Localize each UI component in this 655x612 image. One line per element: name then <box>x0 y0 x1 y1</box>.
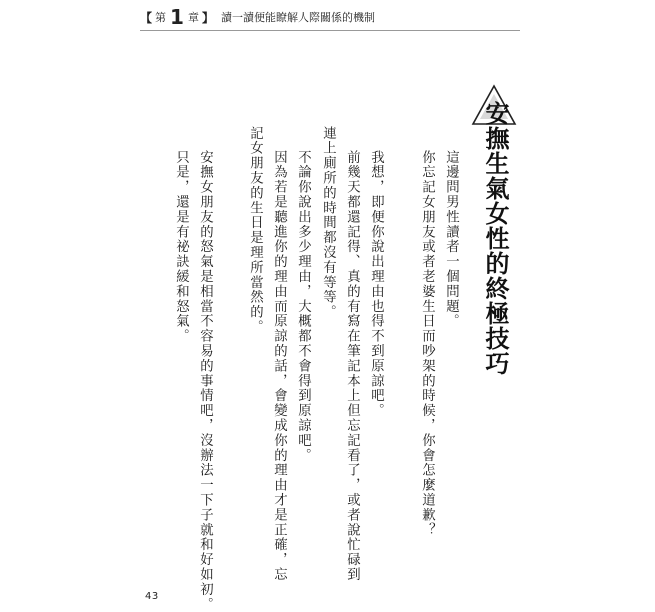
body-line: 只是，還是有祕訣緩和怒氣。 <box>173 150 189 344</box>
header-bracket-close: 】 <box>201 10 214 25</box>
running-header <box>140 7 375 27</box>
body-line: 前幾天都還記得、真的有寫在筆記本上但忘記看了，或者說忙碌到 <box>344 150 360 583</box>
body-line: 不論你說出多少理由，大概都不會得到原諒吧。 <box>295 150 311 463</box>
chapter-number: 1 <box>170 5 184 29</box>
body-line: 我想，即便你說出理由也得不到原諒吧。 <box>368 150 384 419</box>
body-line: 連上廁所的時間都沒有等等。 <box>320 126 336 320</box>
body-line: 安撫女朋友的怒氣是相當不容易的事情吧，沒辦法一下子就和好如初。 <box>197 150 213 612</box>
chapter-title: 讀一讀便能瞭解人際關係的機制 <box>220 11 375 24</box>
body-line: 記女朋友的生日是理所當然的。 <box>247 126 263 335</box>
chapter-prefix: 第 <box>155 11 167 24</box>
body-line: 這邊問男性讀者一個問題。 <box>443 150 459 329</box>
chapter-suffix: 章 <box>187 11 199 24</box>
body-line: 因為若是聽進你的理由而原諒的話，會變成你的理由才是正確，忘 <box>271 150 287 583</box>
section-title: 安撫生氣女性的終極技巧 <box>481 101 509 376</box>
body-line: 你忘記女朋友或者老婆生日而吵架的時候，你會怎麼道歉？ <box>419 150 435 538</box>
page-number: 43 <box>145 591 159 602</box>
header-bracket-open: 【 <box>140 10 153 25</box>
header-rule <box>140 30 520 31</box>
